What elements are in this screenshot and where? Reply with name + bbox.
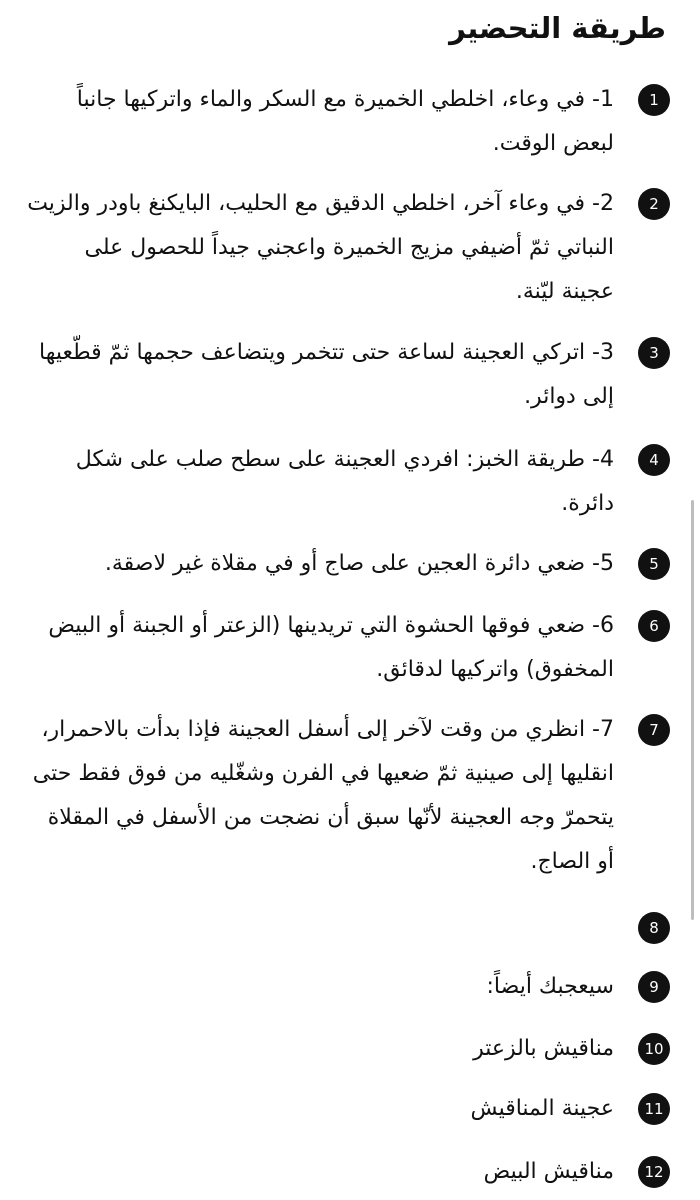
- step-text: 2- في وعاء آخر، اخلطي الدقيق مع الحليب، البايكنغ باودر والزيت النباتي ثمّ أضيفي مزيج الخميرة واعجني جيداً للحصول على عجينة ليّنة.: [27, 191, 614, 304]
- step-number-badge: 4: [638, 444, 670, 476]
- step-text: 1- في وعاء، اخلطي الخميرة مع السكر والماء واتركيها جانباً لبعض الوقت.: [76, 87, 614, 156]
- related-recipe-link[interactable]: مناقيش بالزعتر: [473, 1036, 614, 1061]
- step-number-badge: 3: [638, 337, 670, 369]
- step-number-badge: 6: [638, 610, 670, 642]
- step-number-badge: 12: [638, 1156, 670, 1188]
- step-item: [26, 708, 670, 884]
- step-item: [26, 78, 670, 166]
- step-number-badge: 10: [638, 1033, 670, 1065]
- step-item: [26, 604, 670, 692]
- step-item: [26, 542, 670, 586]
- step-item: [26, 1027, 670, 1071]
- step-text: 7- انظري من وقت لآخر إلى أسفل العجينة فإذا بدأت بالاحمرار، انقليها إلى صينية ثمّ ضعيها في الفرن وشغّليه من فوق فقط حتى يتحمرّ وجه العجينة لأنّها سبق أن نضجت من الأسفل في المقلاة أو الصاج.: [32, 717, 614, 874]
- step-number-badge: 2: [638, 188, 670, 220]
- step-item: [26, 438, 670, 526]
- step-number-badge: 5: [638, 548, 670, 580]
- step-text: 4- طريقة الخبز: افردي العجينة على سطح صلب على شكل دائرة.: [75, 447, 614, 516]
- related-recipe-link[interactable]: مناقيش البيض: [483, 1159, 614, 1184]
- scrollbar[interactable]: [691, 500, 694, 920]
- step-item: [26, 1150, 670, 1194]
- related-recipe-link[interactable]: عجينة المناقيش: [470, 1096, 614, 1121]
- step-item: [26, 965, 670, 1009]
- step-text: 5- ضعي دائرة العجين على صاج أو في مقلاة غير لاصقة.: [104, 551, 614, 576]
- section-title: طريقة التحضير: [449, 11, 666, 45]
- related-heading: سيعجبك أيضاً:: [486, 974, 614, 999]
- step-number-badge: 8: [638, 912, 670, 944]
- step-text: 3- اتركي العجينة لساعة حتى تتخمر ويتضاعف حجمها ثمّ قطّعيها إلى دوائر.: [39, 340, 614, 409]
- step-text: 6- ضعي فوقها الحشوة التي تريدينها (الزعتر أو الجبنة أو البيض المخفوق) واتركيها لدقائق.: [48, 613, 614, 682]
- step-number-badge: 1: [638, 84, 670, 116]
- step-item: [26, 1087, 670, 1131]
- step-number-badge: 7: [638, 714, 670, 746]
- step-number-badge: 11: [638, 1093, 670, 1125]
- step-item: [26, 182, 670, 314]
- step-item: [26, 331, 670, 419]
- step-number-badge: 9: [638, 971, 670, 1003]
